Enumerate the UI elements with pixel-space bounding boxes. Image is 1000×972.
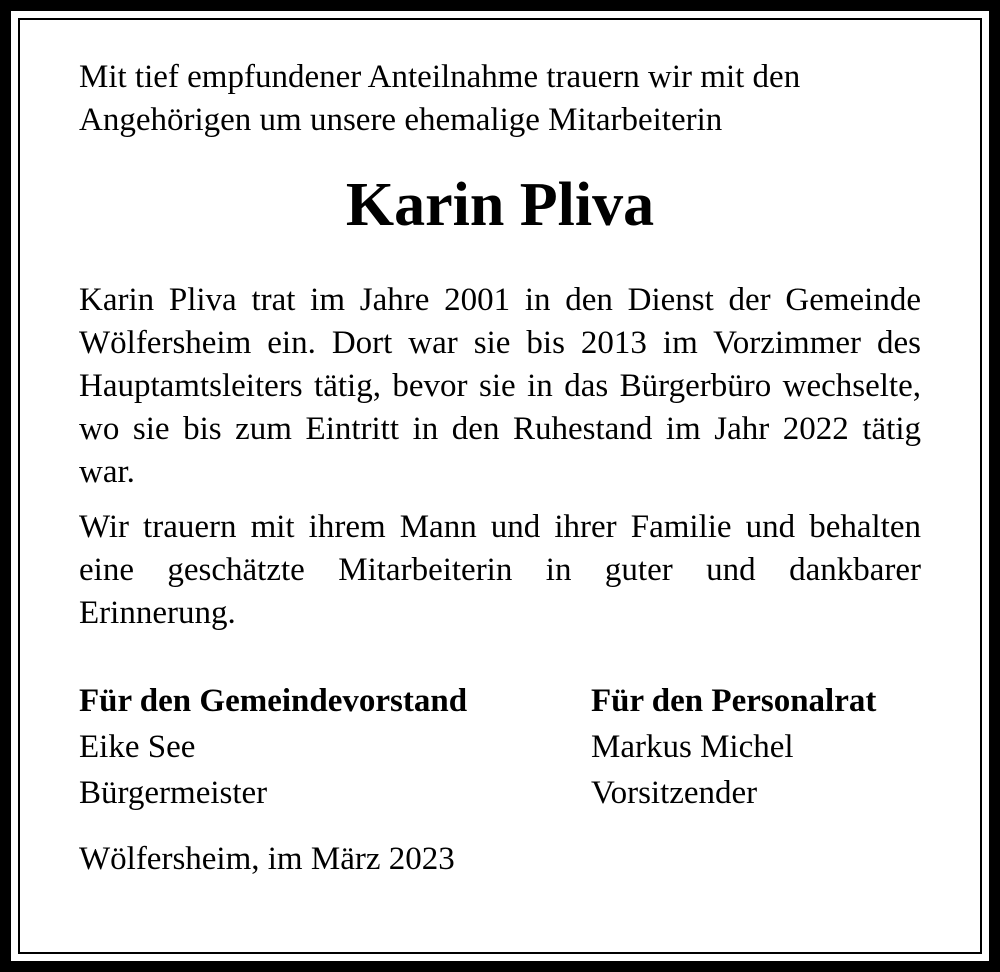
- signature-role: Bürgermeister: [79, 775, 268, 811]
- intro-text: Mit tief empfundener Anteilnahme trauern wir mit den Angehörigen um unsere ehemalige Mitarbeiterin: [79, 59, 801, 138]
- signature-role: Vorsitzender: [591, 775, 758, 811]
- signature-heading: Für den Personalrat: [591, 683, 877, 719]
- signature-person: Eike See: [79, 729, 196, 765]
- place-and-date: Wölfersheim, im März 2023: [79, 841, 455, 877]
- signature-block: [79, 680, 921, 810]
- signature-municipal-board: [79, 680, 467, 818]
- deceased-name: Karin Pliva: [345, 171, 655, 239]
- signature-staff-council: [591, 680, 876, 818]
- obituary-notice: [79, 56, 921, 881]
- biography-text: Karin Pliva trat im Jahre 2001 in den Dienst der Gemeinde Wölfersheim ein. Dort war sie bis 2013 im Vorzimmer des Hauptamtsleiters tätig, bevor sie in das Bürgerbüro wechselte, wo sie bis zum Eintritt in den Ruhestand im Jahr 2022 tätig war.: [79, 282, 921, 490]
- signature-person: Markus Michel: [591, 729, 794, 765]
- signature-heading: Für den Gemeindevorstand: [79, 683, 468, 719]
- condolence-text: Wir trauern mit ihrem Mann und ihrer Familie und behalten eine geschätzte Mitarbeiterin in guter und dankbarer Erinnerung.: [79, 509, 921, 631]
